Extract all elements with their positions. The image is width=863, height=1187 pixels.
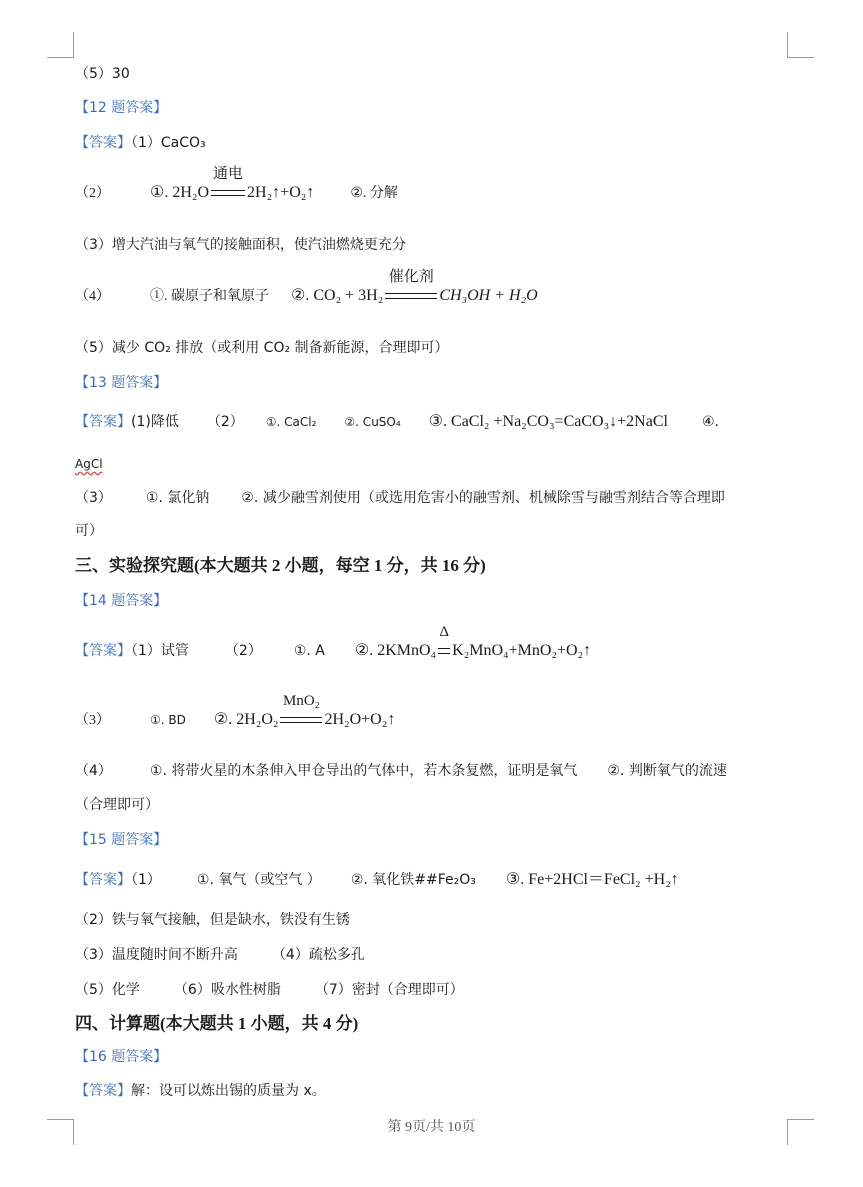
q15-p1-equation: ③. Fe+2HCl＝FeCl₂ +H₂↑: [505, 871, 679, 888]
q13-p2-a: ①. CaCl₂: [265, 415, 317, 429]
q14-p2-label: （2）: [224, 643, 262, 659]
crop-mark-top-right-h: [788, 57, 814, 58]
q12-part3: （3）增大汽油与氧气的接触面积，使汽油燃烧更充分: [75, 237, 406, 253]
q14-heat-symbol: Δ: [439, 624, 449, 640]
q13-p3-a: ①. 氯化钠: [145, 490, 210, 506]
q14-part1-2: [75, 624, 592, 661]
q14-p2-a: ①. A: [293, 643, 325, 659]
q14-p4-b: ②. 判断氧气的流速: [607, 763, 727, 779]
q13-p1: (1)降低: [131, 414, 179, 430]
crop-mark-top-right: [787, 32, 788, 58]
page-footer: 第 9页/共 10页: [387, 1120, 476, 1135]
q12-header: 【12 题答案】: [75, 100, 168, 116]
q15-p1-b: ②. 氧化铁##Fe₂O₃: [350, 872, 476, 888]
q14-catalyst-label: MnO₂: [283, 693, 320, 709]
q13-p2-b: ②. CuSO₄: [344, 415, 401, 429]
q15-part5-7: [75, 980, 464, 1000]
q15-p7: （7）密封（合理即可）: [314, 982, 464, 998]
q12-part1: [75, 133, 206, 153]
q14-p2-reactants: ②. 2KMnO₄: [354, 642, 437, 659]
q12-p4-reactants: ②. CO₂ + 3H₂: [291, 287, 384, 304]
q15-p5: （5）化学: [75, 982, 140, 998]
q15-part1: [75, 870, 679, 890]
q13-header: 【13 题答案】: [75, 375, 168, 391]
answer-tag: 【答案】: [75, 135, 131, 151]
q15-p4: （4）疏松多孔: [271, 947, 365, 963]
answer-tag: 【答案】: [75, 414, 131, 430]
q16-p1: 解：设可以炼出锡的质量为 x。: [131, 1083, 326, 1099]
q14-part4: [75, 761, 727, 781]
q14-p4-a: ①. 将带火星的木条伸入甲仓导出的气体中，若木条复燃，证明是氧气: [149, 763, 578, 779]
q14-p2-products: K₂MnO₄+MnO₂+O₂↑: [452, 642, 592, 659]
q13-p2-agcl: AgCl: [75, 457, 103, 471]
crop-mark-top-left-h: [47, 57, 73, 58]
q13-part3-cont: 可）: [75, 523, 103, 539]
crop-mark-top-left: [73, 32, 74, 58]
q11-part5: （5）30: [75, 66, 130, 82]
q14-p1: （1）试管: [131, 643, 189, 659]
q16-part1: [75, 1081, 326, 1101]
q13-p2-equation: ③. CaCl₂ +Na₂CO₃=CaCO₃↓+2NaCl: [428, 413, 668, 430]
q12-part5: （5）减少 CO₂ 排放（或利用 CO₂ 制备新能源，合理即可）: [75, 340, 449, 356]
q12-p2-type: ②. 分解: [350, 186, 398, 201]
q14-p3-a: ①. BD: [150, 713, 186, 727]
q14-catalyst: [280, 693, 322, 730]
q15-header: 【15 题答案】: [75, 832, 168, 848]
q14-part3: [75, 693, 396, 731]
answer-tag: 【答案】: [75, 643, 131, 659]
q12-part4: [75, 269, 538, 307]
q14-part4-cont: （合理即可）: [75, 797, 159, 813]
q14-p3-reactants: ②. 2H₂O₂: [213, 711, 279, 728]
q12-p2-products: 2H₂↑+O₂↑: [247, 184, 315, 201]
section-3-title: 三、实验探究题(本大题共 2 小题，每空 1 分，共 16 分): [75, 556, 486, 575]
q14-heat-condition: [438, 624, 450, 661]
q13-p2-label: （2）: [206, 414, 244, 430]
q13-part3: [75, 488, 725, 508]
q13-p3-b: ②. 减少融雪剂使用（或选用危害小的融雪剂、机械除雪与融雪剂结合等合理即: [241, 490, 725, 506]
q13-agcl: [75, 454, 103, 474]
q12-p4-products: CH₃OH + H₂O: [439, 287, 538, 304]
q12-part2: [75, 166, 398, 204]
q13-part1-2: [75, 412, 719, 432]
q12-catalyst-label: 催化剂: [388, 269, 434, 285]
q12-p4-atoms: ①. 碳原子和氧原子: [150, 289, 269, 304]
q15-part3-4: [75, 945, 365, 965]
q15-p1-label: （1）: [131, 872, 161, 888]
q15-p1-a: ①. 氧气（或空气 ）: [196, 872, 321, 888]
answer-tag: 【答案】: [75, 1083, 131, 1099]
q12-p2-label: （2）: [75, 186, 110, 201]
q13-p3-label: （3）: [75, 490, 112, 506]
q16-header: 【16 题答案】: [75, 1049, 168, 1065]
q15-p3: （3）温度随时间不断升高: [75, 947, 238, 963]
q14-header: 【14 题答案】: [75, 593, 168, 609]
section-4-title: 四、计算题(本大题共 1 小题，共 4 分): [75, 1014, 359, 1033]
q12-p4-label: （4）: [75, 289, 110, 304]
q12-condition-label: 通电: [213, 166, 244, 182]
q12-catalyst: [385, 269, 437, 306]
q13-p2-d: ④.: [701, 414, 719, 430]
q14-p3-products: 2H₂O+O₂↑: [324, 711, 396, 728]
q14-p3-label: （3）: [75, 713, 110, 728]
q12-p1: （1）CaCO₃: [131, 135, 206, 151]
q15-part2: （2）铁与氧气接触，但是缺水，铁没有生锈: [75, 912, 350, 928]
q15-p6: （6）吸水性树脂: [173, 982, 281, 998]
q14-p4-label: （4）: [75, 763, 112, 779]
q12-p2-reactants: ①. 2H₂O: [150, 184, 210, 201]
q12-condition: [211, 166, 245, 203]
answer-tag: 【答案】: [75, 872, 131, 888]
